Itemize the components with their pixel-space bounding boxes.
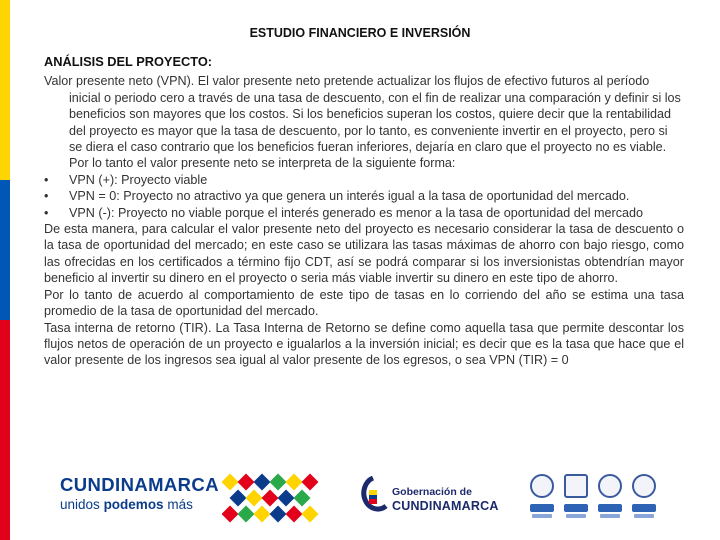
document-body: [44, 54, 684, 369]
bullet-text: VPN (+): Proyecto viable: [69, 172, 208, 187]
bullet-dot: •: [44, 189, 49, 204]
gobernacion-logo: [358, 476, 499, 518]
section-heading: ANÁLISIS DEL PROYECTO:: [44, 54, 213, 69]
gobernacion-line-2: CUNDINAMARCA: [392, 499, 499, 513]
bullet-text: VPN (-): Proyecto no viable porque el interés generado es menor a la tasa de oportunidad del mercado: [69, 205, 644, 220]
document-title: ESTUDIO FINANCIERO E INVERSIÓN: [249, 26, 471, 40]
intro-paragraph: Valor presente neto (VPN). El valor presente neto pretende actualizar los flujos de efectivo futuros al período inicial o periodo cero a través de una tasa de descuento, con el fin de realizar una comparación y definir si los beneficios son mayores que los costos. Si los beneficios superan los costos, quiere decir que la rentabilidad del proyecto es mayor que la tasa de descuento, por lo tanto, es conveniente invertir en el proyecto, pero si se diera el caso contrario que los beneficios fueran inferiores, dejaría en claro que el proyecto no es viable. Por lo tanto el valor presente neto se interpreta de la siguiente forma:: [44, 74, 681, 171]
cundinamarca-logo: [60, 474, 220, 516]
slogan-part-1: unidos: [60, 497, 100, 512]
certification-seal-icon: [598, 474, 622, 518]
bullet-item: [44, 205, 684, 221]
side-stripe-blue: [0, 180, 10, 320]
cundinamarca-wordmark: CUNDINAMARCA: [60, 474, 219, 495]
gobernacion-shield-icon: [358, 476, 388, 518]
side-stripe-red: [0, 320, 10, 540]
slogan: [60, 497, 220, 512]
bullet-item: [44, 188, 684, 204]
gobernacion-line-1: Gobernación de: [392, 486, 472, 498]
slogan-part-3: más: [167, 497, 193, 512]
paragraph-discount-rate: De esta manera, para calcular el valor presente neto del proyecto es necesario considerar la tasa de descuento o la tasa de oportunidad del mercado; en este caso se utilizara las tasas máximas de ahorro con bajo riesgo, como las ofrecidas en los certificados a término fijo CDT, así se podrá comparar si los inversionistas obtendrían mayor beneficio al invertir su dinero en el proyecto o seria más viable invertir su dinero en este tipo de ahorro.: [44, 222, 684, 286]
slogan-part-2: podemos: [103, 497, 164, 512]
bullet-dot: •: [44, 172, 49, 187]
certification-seal-icon: [530, 474, 554, 518]
bullet-dot: •: [44, 205, 49, 220]
certification-seal-icon: [632, 474, 656, 518]
paragraph-tir: Tasa interna de retorno (TIR). La Tasa Interna de Retorno se define como aquella tasa que permite descontar los flujos netos de operación de un proyecto e igualarlos a la inversión inicial; es decir que es la tasa que hace que el valor presente de los ingresos sea igual al valor presente de los egresos, o sea VPN (TIR) = 0: [44, 320, 684, 368]
bullet-text: VPN = 0: Proyecto no atractivo ya que genera un interés igual a la tasa de oportunidad del mercado.: [69, 189, 630, 204]
bullet-item: [44, 172, 684, 188]
mosaic-emblem-icon: [222, 470, 330, 524]
paragraph-average-rate: Por lo tanto de acuerdo al comportamiento de este tipo de tasas en lo corriendo del año se estima una tasa promedio de la tasa de oportunidad del mercado.: [44, 287, 684, 319]
iqnet-certification-icon: [564, 474, 588, 518]
